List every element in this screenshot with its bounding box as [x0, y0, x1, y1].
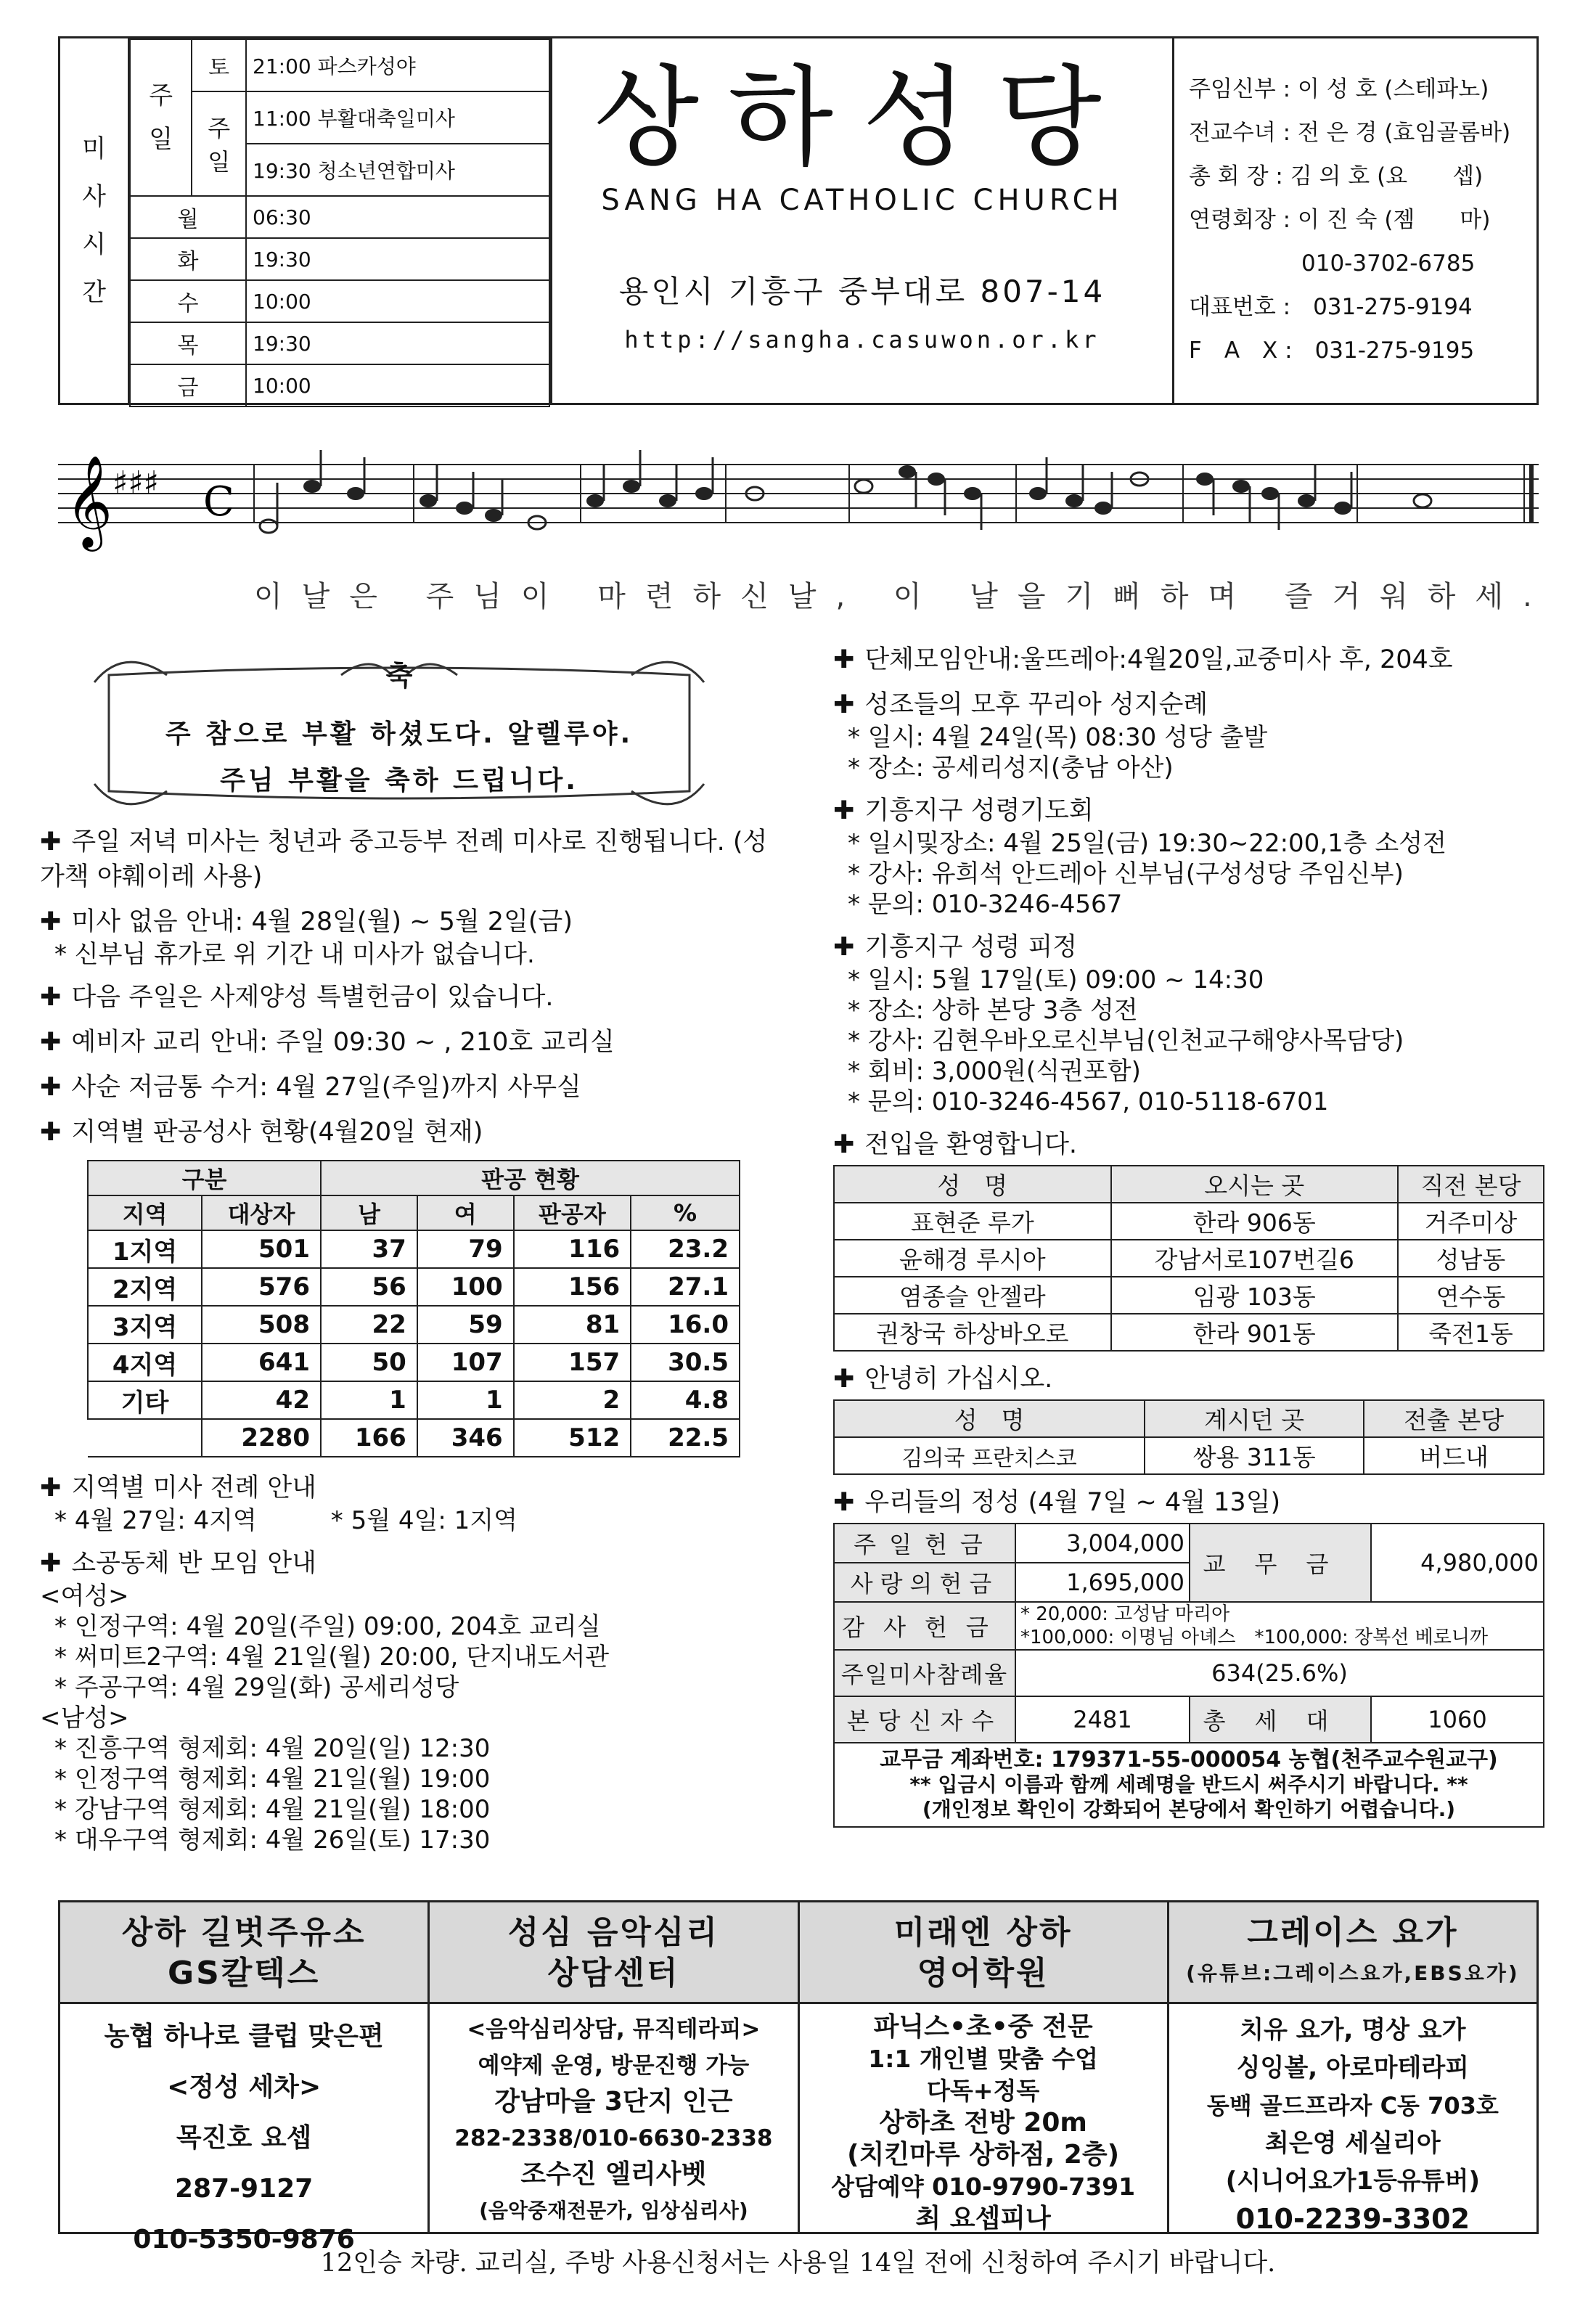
notice-sub: * 일시: 5월 17일(토) 09:00 ~ 14:30 — [848, 965, 1264, 994]
church-name-english: SANG HA CATHOLIC CHURCH — [601, 184, 1124, 217]
notice-item — [40, 1546, 780, 1855]
mass-day: 토 — [192, 39, 246, 91]
notice-item — [833, 930, 1559, 1117]
mass-time: 19:30 청소년연합미사 — [246, 144, 549, 196]
account-note: ** 입금시 이름과 함께 세례명을 반드시 써주시기 바랍니다. ** — [909, 1773, 1468, 1796]
ad-line: 010-2239-3302 — [1235, 2203, 1470, 2235]
sunday-label: 주 — [149, 81, 173, 110]
notice-title: 안녕히 가십시오. — [864, 1365, 1053, 1394]
left-column — [40, 646, 780, 1865]
notice-item — [833, 642, 1559, 677]
notice-sub: * 강남구역 형제회: 4월 21일(월) 18:00 — [54, 1795, 491, 1824]
church-url[interactable]: http://sangha.casuwon.or.kr — [624, 326, 1100, 353]
cross-icon: ✚ — [833, 933, 855, 962]
table-header: 남 — [321, 1195, 417, 1230]
notice-sub: * 강사: 유희석 안드레아 신부님(구성성당 주임신부) — [848, 859, 1404, 888]
notice-title: 전입을 환영합니다. — [864, 1130, 1078, 1159]
ad-line: 동백 골드프라자 C동 703호 — [1206, 2092, 1499, 2119]
table-row: 기타 42 1 1 2 4.8 — [88, 1381, 740, 1419]
mass-time: 19:30 — [246, 238, 549, 280]
table-header: 성 명 — [834, 1400, 1145, 1437]
table-header: 판공 현황 — [321, 1161, 740, 1195]
thanks-offering-line: * 20,000: 고성남 마리아 — [1020, 1603, 1230, 1625]
church-title-block — [550, 38, 1174, 403]
music-staff — [58, 436, 1539, 552]
ad-line: 282-2338/010-6630-2338 — [454, 2125, 773, 2151]
table-row-total: 2280 166 346 512 22.5 — [88, 1419, 740, 1457]
ad-line: 1:1 개인별 맞춤 수업 — [868, 2045, 1098, 2073]
mass-day: 주일 — [192, 91, 246, 196]
notice-sub: * 신부님 휴가로 위 기간 내 미사가 없습니다. — [54, 940, 535, 969]
church-name: 상하성당 — [594, 55, 1131, 181]
offering-value: 3,004,000 — [1015, 1524, 1190, 1563]
notice-title: 기흥지구 성령기도회 — [864, 796, 1094, 825]
banner-line: 주 참으로 부활 하셨도다. 알렐루야. — [165, 719, 634, 749]
key-signature-icon: ♯♯♯ — [112, 465, 159, 502]
table-row: 2지역 576 56 100 156 27.1 — [88, 1268, 740, 1306]
notice-item — [40, 1070, 780, 1105]
notice-title: 다음 주일은 사제양성 특별헌금이 있습니다. — [71, 983, 554, 1012]
ad-line: 최 요셉피나 — [915, 2204, 1051, 2233]
cross-icon: ✚ — [833, 1130, 855, 1159]
offering-value: 1,695,000 — [1015, 1563, 1190, 1602]
celebration-mark: 축 — [385, 660, 413, 692]
notice-sub: * 회비: 3,000원(식권포함) — [848, 1057, 1141, 1086]
staff-row: 총 회 장 : 김 의 호 (요 셉) — [1189, 163, 1484, 189]
offering-label: 교무금 — [1190, 1524, 1371, 1602]
ad-line: 목진호 요셉 — [176, 2123, 312, 2153]
cross-icon: ✚ — [833, 1365, 855, 1394]
ad-line: 최은영 세실리아 — [1265, 2129, 1441, 2158]
thanks-offering-line: *100,000: 이명님 아녜스 *100,000: 장복선 베로니까 — [1020, 1627, 1489, 1648]
staff-list — [1174, 68, 1537, 372]
table-row: 4지역 641 50 107 157 30.5 — [88, 1344, 740, 1381]
mass-label-char: 시 — [82, 230, 106, 259]
farewell-table — [833, 1399, 1544, 1475]
offering-value: 634(25.6%) — [1015, 1650, 1544, 1696]
ad-line: 다독+정독 — [927, 2077, 1040, 2105]
mass-schedule-table — [129, 38, 550, 407]
cross-icon: ✚ — [833, 690, 855, 719]
staff-row: 연령회장 : 이 진 숙 (젬 마) — [1189, 207, 1491, 233]
sunday-label: 일 — [149, 125, 173, 154]
welcome-table — [833, 1165, 1544, 1352]
cross-icon: ✚ — [40, 827, 62, 856]
cross-icon: ✚ — [40, 1549, 62, 1578]
offering-label: 주일헌금 — [834, 1524, 1015, 1563]
right-column — [833, 642, 1559, 1828]
cross-icon: ✚ — [40, 907, 62, 936]
notice-sub: * 주공구역: 4월 29일(화) 공세리성당 — [54, 1673, 459, 1702]
staff-row: 전교수녀 : 전 은 경 (효임골롬바) — [1189, 120, 1511, 146]
offering-label: 감사헌금 — [834, 1602, 1015, 1650]
account-note: (개인정보 확인이 강화되어 본당에서 확인하기 어렵습니다.) — [922, 1797, 1456, 1821]
table-header: 대상자 — [202, 1195, 321, 1230]
notice-sub: <여성> — [40, 1582, 129, 1611]
notice-sub: * 문의: 010-3246-4567, 010-5118-6701 — [848, 1087, 1329, 1116]
cross-icon: ✚ — [40, 1028, 62, 1057]
ad-line: 치유 요가, 명상 요가 — [1240, 2016, 1466, 2045]
mass-times-label — [60, 38, 129, 403]
mass-day: 수 — [130, 280, 246, 322]
ad-line: (시니어요가1등유튜버) — [1225, 2167, 1481, 2196]
hymn-lyrics: 이날은 주님이 마련하신날, 이 날을기뻐하며 즐거워하세. — [254, 580, 1552, 613]
offering-table — [833, 1523, 1544, 1743]
notice-sub: * 일시및장소: 4월 25일(금) 19:30~22:00,1층 소성전 — [848, 829, 1446, 858]
ad-line: (음악중재전문가, 임상심리사) — [479, 2199, 748, 2223]
notice-title: 단체모임안내:울뜨레아:4월20일,교중미사 후, 204호 — [864, 645, 1453, 674]
table-header: % — [631, 1195, 740, 1230]
mass-label-char: 사 — [82, 182, 106, 211]
table-row: 3지역 508 22 59 81 16.0 — [88, 1306, 740, 1344]
cross-icon: ✚ — [40, 1473, 62, 1502]
notice-item — [833, 793, 1559, 920]
cross-icon: ✚ — [40, 1118, 62, 1147]
table-header: 전출 본당 — [1364, 1400, 1544, 1437]
notice-title: 미사 없음 안내: 4월 28일(월) ~ 5월 2일(금) — [71, 907, 573, 936]
mass-time: 10:00 — [246, 280, 549, 322]
notice-sub: * 강사: 김현우바오로신부님(인천교구해양사목담당) — [848, 1026, 1404, 1055]
notice-item — [833, 1485, 1559, 1520]
table-header: 지역 — [88, 1195, 202, 1230]
ad-card — [430, 1902, 799, 2232]
cross-icon: ✚ — [833, 796, 855, 825]
staff-row: 대표번호 : 031-275-9194 — [1189, 294, 1473, 320]
notice-title: 사순 저금통 수거: 4월 27일(주일)까지 사무실 — [71, 1073, 581, 1102]
notice-title: 지역별 판공성사 현황(4월20일 현재) — [71, 1118, 483, 1147]
ad-card — [800, 1902, 1169, 2232]
notice-title: 예비자 교리 안내: 주일 09:30 ~ , 210호 교리실 — [71, 1028, 615, 1057]
ad-line: 상담예약 010-9790-7391 — [831, 2172, 1136, 2201]
staff-row: F A X : 031-275-9195 — [1189, 338, 1475, 364]
banner-line: 주님 부활을 축하 드립니다. — [220, 766, 578, 796]
notice-item — [40, 1115, 780, 1150]
ad-title: GS칼텍스 — [167, 1955, 321, 1992]
bulletin-header — [58, 36, 1539, 405]
account-info — [833, 1743, 1544, 1828]
celebration-banner — [80, 646, 719, 813]
mass-day: 화 — [130, 238, 246, 280]
mass-day: 목 — [130, 322, 246, 364]
ad-line: 조수진 엘리사벳 — [520, 2159, 707, 2189]
ad-line: 287-9127 — [174, 2174, 314, 2204]
table-row: 1지역 501 37 79 116 23.2 — [88, 1230, 740, 1268]
ad-title: 그레이스 요가 — [1247, 1914, 1459, 1951]
ad-title: 성심 음악심리 — [507, 1914, 720, 1951]
ad-line: 싱잉볼, 아로마테라피 — [1236, 2053, 1470, 2082]
notice-item — [40, 1025, 780, 1060]
notice-sub: <남성> — [40, 1704, 129, 1733]
time-signature-icon: C — [203, 478, 234, 526]
table-row: 권창국 하상바오로 한라 901동 죽전1동 — [834, 1314, 1544, 1351]
table-header: 계시던 곳 — [1145, 1400, 1364, 1437]
ad-line: <정성 세차> — [167, 2072, 322, 2102]
notice-sub: * 인정구역: 4월 20일(주일) 09:00, 204호 교리실 — [54, 1612, 601, 1641]
ad-line: 강남마을 3단지 인근 — [494, 2087, 733, 2117]
table-header: 오시는 곳 — [1111, 1166, 1398, 1203]
offering-value: 2481 — [1015, 1696, 1190, 1743]
cross-icon: ✚ — [40, 1073, 62, 1102]
offering-label: 총세대 — [1190, 1696, 1371, 1743]
table-row: 김의국 프란치스코 쌍용 311동 버드내 — [834, 1437, 1544, 1474]
notice-title: 주일 저녁 미사는 청년과 중고등부 전례 미사로 진행됩니다. (성가책 야훼이레 사용) — [40, 827, 768, 891]
notice-item — [40, 904, 780, 970]
table-header: 여 — [417, 1195, 514, 1230]
ads-section — [58, 1900, 1539, 2254]
church-address: 용인시 기흥구 중부대로 807-14 — [618, 274, 1106, 309]
notice-sub: * 장소: 공세리성지(충남 아산) — [848, 753, 1174, 782]
ad-title: 미래엔 상하 — [893, 1914, 1073, 1951]
ad-line: 농협 하나로 클럽 맞은편 — [104, 2021, 384, 2051]
cross-icon: ✚ — [40, 983, 62, 1012]
notice-item — [40, 825, 780, 894]
notice-title: 지역별 미사 전례 안내 — [71, 1473, 316, 1502]
notice-title: 기흥지구 성령 피정 — [864, 933, 1078, 962]
notice-item — [40, 1471, 780, 1536]
footer-note: 12인승 차량. 교리실, 주방 사용신청서는 사용일 14일 전에 신청하여 주시기 바랍니다. — [320, 2249, 1276, 2278]
ad-line: 파닉스•초•중 전문 — [873, 2012, 1093, 2042]
notice-sub: * 장소: 상하 본당 3층 성전 — [848, 996, 1138, 1025]
mass-time: 06:30 — [246, 196, 549, 238]
ad-line: 010-5350-9876 — [133, 2225, 355, 2254]
table-row: 염종슬 안젤라 임광 103동 연수동 — [834, 1277, 1544, 1314]
notice-sub: * 써미트2구역: 4월 21일(월) 20:00, 단지내도서관 — [54, 1643, 610, 1672]
notice-sub: * 대우구역 형제회: 4월 26일(토) 17:30 — [54, 1825, 491, 1855]
notice-sub: * 4월 27일: 4지역 * 5월 4일: 1지역 — [54, 1506, 517, 1535]
notice-sub: * 문의: 010-3246-4567 — [848, 890, 1123, 919]
table-header: 판공자 — [514, 1195, 631, 1230]
cross-icon: ✚ — [833, 1488, 855, 1517]
ad-title: 영어학원 — [917, 1955, 1049, 1992]
notice-title: 성조들의 모후 꾸리아 성지순례 — [864, 690, 1208, 719]
ad-card — [1169, 1902, 1536, 2235]
notice-item — [833, 1127, 1559, 1162]
staff-row: 010-3702-6785 — [1189, 250, 1476, 277]
mass-time: 19:30 — [246, 322, 549, 364]
mass-day: 금 — [130, 364, 246, 406]
ad-title: (유튜브:그레이스요가,EBS요가) — [1186, 1961, 1520, 1985]
notice-sub: * 일시: 4월 24일(목) 08:30 성당 출발 — [848, 723, 1268, 752]
notice-sub: * 진흥구역 형제회: 4월 20일(일) 12:30 — [54, 1734, 491, 1763]
offering-value: 4,980,000 — [1371, 1524, 1544, 1602]
ad-title: 상하 길벗주유소 — [121, 1914, 367, 1951]
table-header: 성 명 — [834, 1166, 1111, 1203]
notice-sub: * 인정구역 형제회: 4월 21일(월) 19:00 — [54, 1765, 491, 1794]
mass-time: 21:00 파스카성야 — [246, 39, 549, 91]
mass-label-char: 미 — [82, 134, 106, 163]
notice-item — [833, 1362, 1559, 1397]
ad-title: 상담센터 — [547, 1955, 680, 1992]
table-row: 표현준 루가 한라 906동 거주미상 — [834, 1203, 1544, 1240]
notice-title: 소공동체 반 모임 안내 — [71, 1549, 316, 1578]
table-header: 직전 본당 — [1398, 1166, 1544, 1203]
ad-card — [60, 1902, 430, 2254]
table-header: 구분 — [88, 1161, 321, 1195]
offering-label: 본당신자수 — [834, 1696, 1015, 1743]
offering-label: 사랑의헌금 — [834, 1563, 1015, 1602]
ad-line: (치킨마루 상하점, 2층) — [847, 2140, 1120, 2170]
table-row: 윤해경 루시아 강남서로107번길6 성남동 — [834, 1240, 1544, 1277]
mass-day: 월 — [130, 196, 246, 238]
ad-line: 예약제 운영, 방문진행 가능 — [478, 2053, 750, 2079]
notice-item — [40, 980, 780, 1015]
confession-stats-table — [87, 1160, 740, 1457]
treble-clef-icon: 𝄞 — [65, 454, 113, 547]
ad-line: 상하초 전방 20m — [879, 2108, 1087, 2138]
offering-value: 1060 — [1371, 1696, 1544, 1743]
notice-item — [833, 687, 1559, 783]
cross-icon: ✚ — [833, 645, 855, 674]
ad-line: <음악심리상담, 뮤직테라피> — [467, 2016, 761, 2043]
mass-time: 10:00 — [246, 364, 549, 406]
mass-label-char: 간 — [82, 278, 106, 307]
account-number: 교무금 계좌번호: 179371-55-000054 농협(천주교수원교구) — [880, 1747, 1498, 1773]
notice-title: 우리들의 정성 (4월 7일 ~ 4월 13일) — [864, 1488, 1281, 1517]
mass-time: 11:00 부활대축일미사 — [246, 91, 549, 144]
offering-label: 주일미사참례율 — [834, 1650, 1015, 1696]
staff-row: 주임신부 : 이 성 호 (스테파노) — [1189, 76, 1489, 102]
